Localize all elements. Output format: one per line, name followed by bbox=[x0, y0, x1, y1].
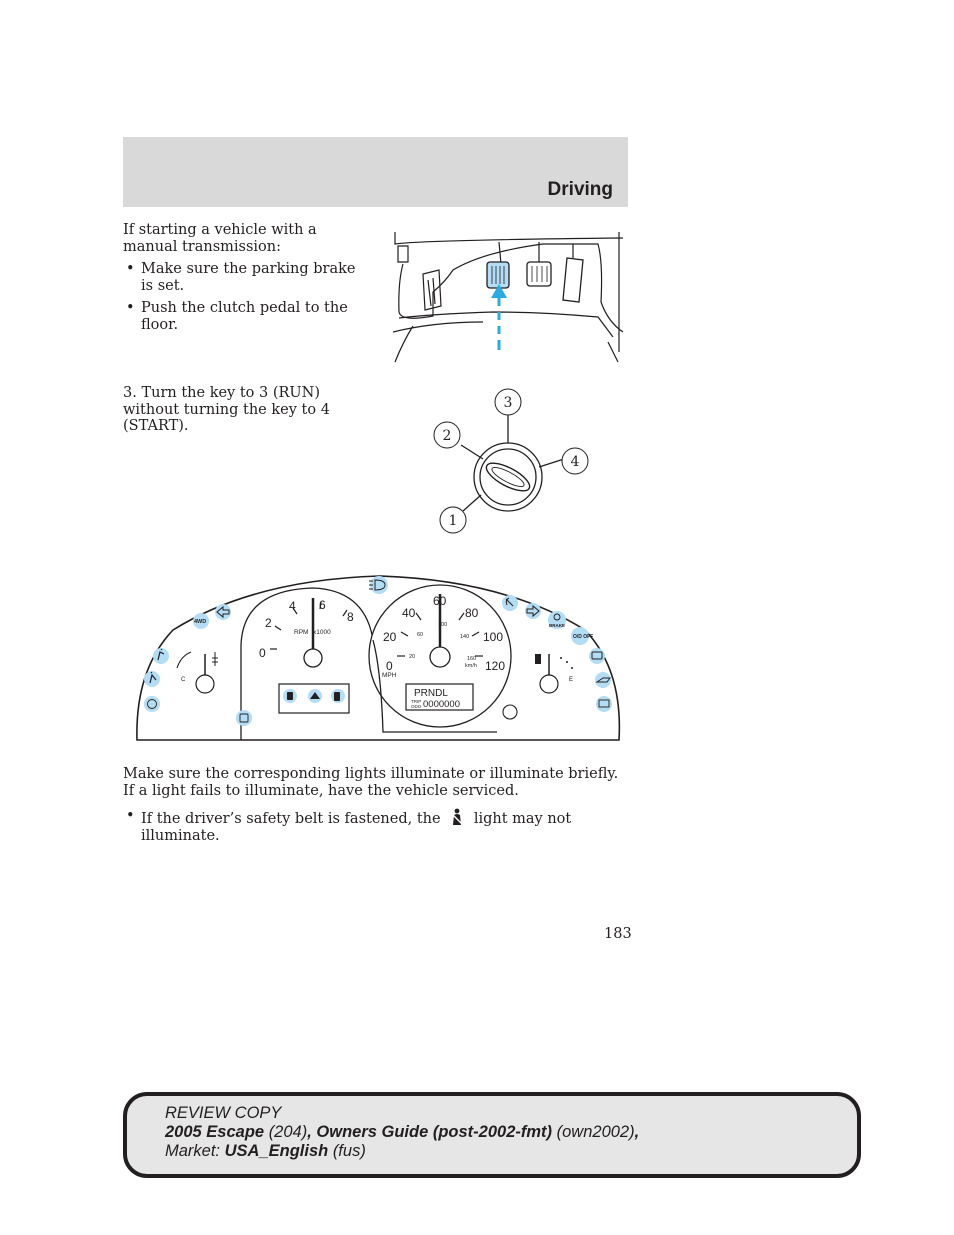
tach-6: 6 bbox=[319, 598, 326, 612]
tach-4: 4 bbox=[289, 599, 296, 613]
manual-transmission-instructions bbox=[123, 222, 368, 339]
speed-100: 100 bbox=[483, 630, 504, 644]
intro-bullet-list bbox=[123, 261, 368, 333]
bullet-item: • Make sure the parking brake is set. bbox=[123, 261, 368, 294]
ignition-position-4: 4 bbox=[570, 454, 580, 470]
section-title: Driving bbox=[547, 179, 613, 200]
ignition-position-3: 3 bbox=[503, 395, 513, 411]
intro-paragraph: If starting a vehicle with a manual transmission: bbox=[123, 222, 317, 255]
speed-40: 40 bbox=[402, 606, 416, 620]
lights-paragraph: Make sure the corresponding lights illuminate or illuminate briefly. If a light fails to illuminate, have the vehicle serviced. bbox=[123, 766, 619, 799]
charging-system-icon bbox=[596, 696, 612, 712]
page-number: 183 bbox=[604, 926, 632, 942]
abs-icon bbox=[144, 696, 160, 712]
tach-0: 0 bbox=[259, 646, 266, 660]
fuel-empty-label: E bbox=[569, 677, 574, 683]
speed-inner-20: 20 bbox=[409, 654, 416, 660]
footer-text bbox=[165, 1104, 639, 1161]
airbag-icon bbox=[153, 648, 169, 664]
speed-inner-160: 160 bbox=[467, 656, 477, 662]
seatbelt-icon bbox=[144, 671, 160, 687]
footer-model-code: (204) bbox=[268, 1123, 308, 1141]
warning-lights-instructions bbox=[123, 766, 623, 850]
seatbelt-note-start: If the driver’s safety belt is fastened, the bbox=[141, 811, 441, 827]
speed-80: 80 bbox=[465, 606, 479, 620]
speed-120: 120 bbox=[485, 659, 506, 673]
review-copy-footer bbox=[123, 1092, 861, 1178]
four-wd-label: 4WD bbox=[194, 619, 207, 625]
ignition-position-illustration bbox=[425, 385, 595, 540]
step-3-instruction: 3. Turn the key to 3 (RUN) without turning the key to 4 (START). bbox=[123, 385, 330, 434]
bullet-item: • Push the clutch pedal to the floor. bbox=[123, 300, 368, 333]
footer-model: 2005 Escape bbox=[165, 1123, 265, 1141]
footer-market: USA_English bbox=[224, 1142, 329, 1160]
speed-60: 60 bbox=[433, 594, 447, 608]
footer-market-label: Market: bbox=[165, 1142, 221, 1160]
footer-guide-code: (own2002) bbox=[556, 1123, 635, 1141]
temp-cold-label: C bbox=[181, 677, 186, 683]
trip-label: TRIP bbox=[411, 699, 422, 704]
tach-8: 8 bbox=[347, 610, 354, 624]
od-off-label: O/D OFF bbox=[573, 634, 594, 640]
instrument-cluster-illustration bbox=[133, 570, 625, 748]
section-header-band bbox=[123, 137, 628, 207]
footer-market-line bbox=[165, 1142, 639, 1161]
speed-inner-140: 140 bbox=[460, 634, 470, 640]
seatbelt-note-end: light may not illuminate. bbox=[141, 811, 572, 844]
tach-2: 2 bbox=[265, 616, 272, 630]
footer-guide: Owners Guide (post-2002-fmt) bbox=[316, 1123, 553, 1141]
lights-bullet-list bbox=[123, 808, 623, 844]
bullet-item bbox=[123, 808, 623, 844]
clutch-pedal-illustration bbox=[393, 222, 625, 370]
review-copy-label: REVIEW COPY bbox=[165, 1104, 282, 1122]
speed-unit-metric: km/h bbox=[465, 663, 477, 669]
hill-descent-icon bbox=[236, 710, 252, 726]
speed-0: 0 bbox=[386, 659, 393, 673]
tach-multiplier: x1000 bbox=[313, 629, 331, 636]
tach-rpm-label: RPM bbox=[294, 629, 309, 636]
brake-label: BRAKE bbox=[549, 623, 566, 628]
odometer-reading: 0000000 bbox=[423, 699, 460, 710]
footer-market-code: (fus) bbox=[332, 1142, 366, 1160]
speed-inner-60: 60 bbox=[417, 632, 424, 638]
speed-unit: MPH bbox=[382, 672, 397, 679]
prndl-display: PRNDL bbox=[414, 688, 448, 699]
ignition-position-2: 2 bbox=[442, 428, 452, 444]
seatbelt-warning-icon bbox=[449, 808, 465, 826]
speed-20: 20 bbox=[383, 630, 397, 644]
footer-model-line: 2005 Escape (204), Owners Guide (post-2002-fmt) (own2002), bbox=[165, 1123, 640, 1141]
check-engine-icon bbox=[589, 648, 605, 664]
speed-inner-100: 100 bbox=[438, 622, 448, 628]
odo-label: ODO bbox=[411, 704, 422, 709]
ignition-position-1: 1 bbox=[448, 513, 458, 529]
